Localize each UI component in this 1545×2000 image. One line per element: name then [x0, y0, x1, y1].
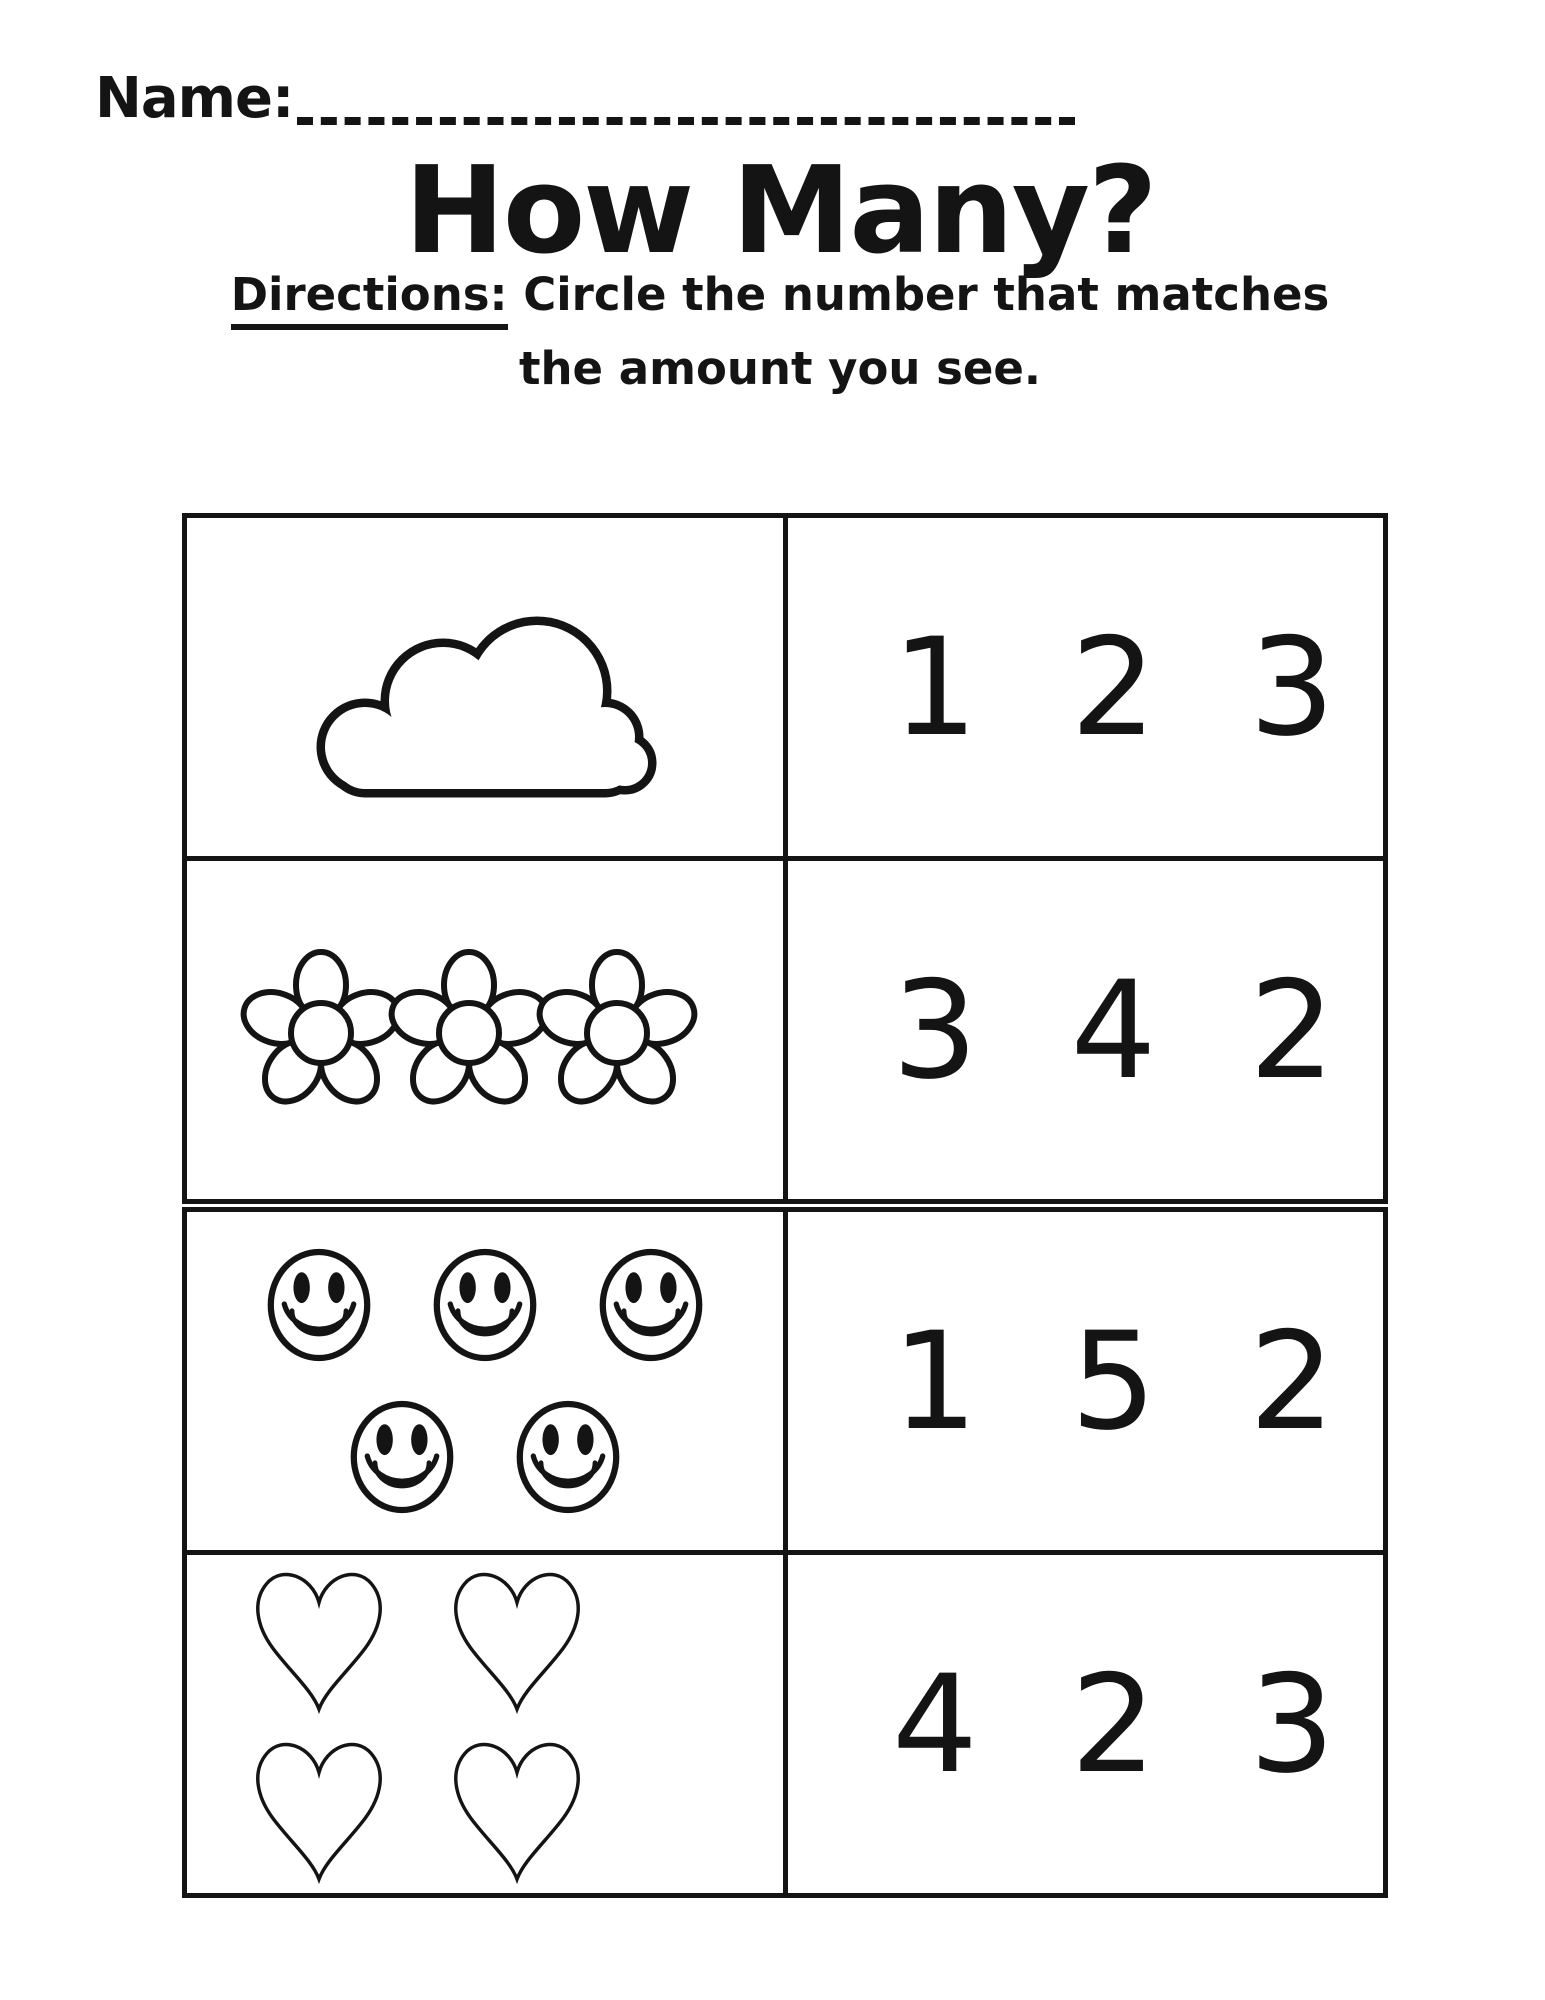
heart-icon: [243, 1729, 395, 1889]
flower-icon: [383, 944, 555, 1116]
name-blank-line[interactable]: [297, 107, 1075, 125]
option-number[interactable]: 3: [1249, 1645, 1335, 1803]
flower-icon: [235, 944, 407, 1116]
problem-row-cloud: [187, 518, 1383, 861]
directions-text: Circle the number that matches: [523, 268, 1330, 321]
directions-line2: the amount you see.: [518, 342, 1042, 395]
problem-row-hearts: [187, 1555, 1383, 1893]
option-number[interactable]: 5: [1070, 1302, 1157, 1460]
options-cell-row3: [788, 1212, 1383, 1550]
flower-group: [247, 944, 691, 1116]
heart-group: [243, 1559, 595, 1889]
shape-cell-flowers: [187, 861, 788, 1199]
page-title: How Many?: [404, 142, 1156, 281]
flower-icon: [531, 944, 703, 1116]
options-cell-row1: [788, 518, 1383, 856]
directions-line1: [0, 268, 1545, 330]
smiley-face-icon: [597, 1246, 705, 1364]
smiley-face-icon: [514, 1398, 622, 1516]
table-section-bottom: [182, 1207, 1388, 1898]
name-row: [95, 66, 1075, 131]
shape-cell-hearts: [187, 1555, 788, 1893]
problem-row-flowers: [187, 861, 1383, 1199]
heart-icon: [441, 1729, 593, 1889]
option-number[interactable]: 3: [892, 951, 978, 1109]
option-number[interactable]: 2: [1249, 951, 1335, 1109]
smiley-group: [235, 1246, 735, 1516]
smiley-face-icon: [431, 1246, 539, 1364]
heart-icon: [243, 1559, 395, 1719]
option-number[interactable]: 4: [1070, 951, 1157, 1109]
option-number[interactable]: 2: [1070, 1645, 1157, 1803]
cloud-icon: [300, 593, 670, 799]
heart-icon: [441, 1559, 593, 1719]
name-label: Name:: [95, 66, 294, 131]
option-number[interactable]: 3: [1249, 608, 1335, 766]
problem-row-smileys: [187, 1212, 1383, 1555]
shape-cell-cloud: [187, 518, 788, 856]
shape-cell-smileys: [187, 1212, 788, 1550]
option-number[interactable]: 2: [1070, 608, 1157, 766]
option-number[interactable]: 1: [892, 1302, 978, 1460]
options-cell-row2: [788, 861, 1383, 1199]
smiley-face-icon: [265, 1246, 373, 1364]
table-section-top: [182, 513, 1388, 1204]
option-number[interactable]: 2: [1249, 1302, 1335, 1460]
directions-label: Directions:: [231, 268, 508, 330]
smiley-face-icon: [348, 1398, 456, 1516]
option-number[interactable]: 1: [892, 608, 978, 766]
option-number[interactable]: 4: [892, 1645, 978, 1803]
worksheet-table: [182, 513, 1388, 1898]
cloud-group: [300, 593, 670, 803]
options-cell-row4: [788, 1555, 1383, 1893]
